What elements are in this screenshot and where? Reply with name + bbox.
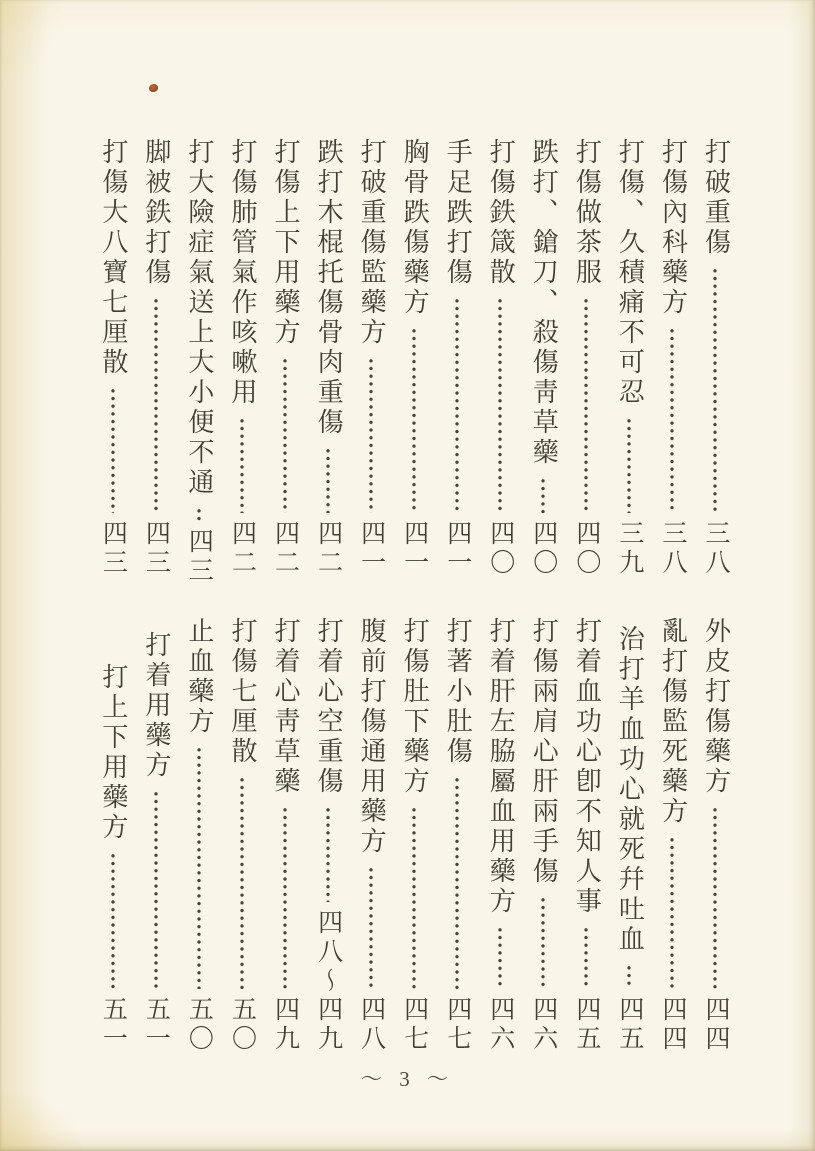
- toc-entry: [134, 617, 177, 1054]
- toc-entry-page-number: 四九: [271, 996, 299, 1054]
- toc-entry: [177, 138, 220, 586]
- toc-entry-page-number: 四五: [572, 996, 600, 1054]
- toc-entry-title: 脚被鉄打傷: [141, 138, 171, 288]
- toc-entry: [307, 617, 350, 1054]
- toc-entry: [651, 617, 694, 1054]
- toc-entry-page-number: 四七: [443, 996, 471, 1054]
- dotted-leader: [325, 447, 331, 513]
- dotted-leader: [454, 297, 460, 513]
- toc-entry: [479, 617, 522, 1054]
- toc-entry-title: 外皮打傷藥方: [701, 617, 731, 797]
- toc-entry-title: 打破重傷: [701, 138, 731, 258]
- toc-entry-page-number: 四四: [658, 996, 686, 1054]
- dotted-leader: [282, 806, 288, 989]
- dotted-leader: [583, 297, 589, 513]
- toc-bottom-section: [91, 617, 737, 1054]
- toc-entry-page-number: 四二: [271, 520, 299, 578]
- toc-entry: [350, 617, 393, 1054]
- toc-entry: [220, 138, 263, 578]
- toc-entry-page-number: 四三: [185, 528, 213, 586]
- dotted-leader: [454, 776, 460, 989]
- toc-entry-page-number: 四八～四九: [314, 909, 342, 1054]
- toc-entry-title: 胸骨跌傷藥方: [400, 138, 430, 318]
- toc-entry-title: 打上下用藥方: [98, 663, 128, 843]
- toc-entry-page-number: 四二: [314, 520, 342, 578]
- toc-entry: [565, 617, 608, 1054]
- toc-entry: [350, 138, 393, 578]
- dotted-leader: [669, 836, 675, 989]
- dotted-leader: [669, 327, 675, 513]
- dotted-leader: [540, 477, 546, 513]
- dotted-leader: [411, 806, 417, 989]
- toc-entry-page-number: 三八: [701, 520, 729, 578]
- toc-entry-page-number: 五一: [99, 996, 127, 1054]
- dotted-leader: [153, 297, 159, 513]
- toc-entry-page-number: 五一: [142, 996, 170, 1054]
- page-number-footer: ～ 3 ～: [361, 1067, 454, 1091]
- toc-entry-title: 打傷、久積痛不可忍: [615, 138, 645, 408]
- toc-entry: [651, 138, 694, 578]
- toc-entry: [91, 138, 134, 578]
- toc-entry: [565, 138, 608, 578]
- dotted-leader: [196, 746, 202, 989]
- toc-entry-title: 打着肝左脇屬血用藥方: [486, 617, 516, 917]
- toc-entry-title: 跌打木棍托傷骨肉重傷: [314, 138, 344, 438]
- toc-entry: [220, 617, 263, 1054]
- toc-entry: [393, 617, 436, 1054]
- toc-entry-page-number: 四〇: [572, 520, 600, 578]
- toc-entry-page-number: 四五: [615, 996, 643, 1054]
- toc-entry-page-number: 四六: [486, 996, 514, 1054]
- toc-entry: [694, 138, 737, 578]
- toc-entry: [177, 617, 220, 1054]
- toc-entry-page-number: 四一: [400, 520, 428, 578]
- toc-entry-page-number: 四四: [701, 996, 729, 1054]
- toc-entry-page-number: 四〇: [529, 520, 557, 578]
- toc-entry-title: 打大險症氣送上大小便不通: [184, 138, 214, 498]
- dotted-leader: [325, 806, 331, 902]
- toc-entry-title: 打傷做茶服: [572, 138, 602, 288]
- dotted-leader: [239, 417, 245, 513]
- dotted-leader: [110, 387, 116, 513]
- toc-entry-page-number: 四一: [443, 520, 471, 578]
- toc-entry-page-number: 三九: [615, 520, 643, 578]
- toc-entry-page-number: 四三: [142, 520, 170, 578]
- toc-entry: [608, 617, 651, 1054]
- dotted-leader: [626, 417, 632, 513]
- dotted-leader: [153, 790, 159, 989]
- toc-entry-title: 打傷肚下藥方: [400, 617, 430, 797]
- dotted-leader: [368, 866, 374, 989]
- dotted-leader: [626, 964, 632, 989]
- toc-entry: [436, 617, 479, 1054]
- toc-entry: [307, 138, 350, 578]
- paper-speck: [149, 84, 158, 92]
- toc-entry-title: 腹前打傷通用藥方: [357, 617, 387, 857]
- toc-entry-page-number: 四八: [357, 996, 385, 1054]
- toc-entry-title: 打著小肚傷: [443, 617, 473, 767]
- toc-entry-title: 打着心靑草藥: [271, 617, 301, 797]
- toc-entry-title: 止血藥方: [184, 617, 214, 737]
- toc-entry-title: 打傷兩肩心肝兩手傷: [529, 617, 559, 887]
- toc-entry-title: 打傷鉄箴散: [486, 138, 516, 288]
- dotted-leader: [712, 267, 718, 513]
- toc-entry-page-number: 四〇: [486, 520, 514, 578]
- dotted-leader: [196, 507, 202, 521]
- toc-entry: [522, 138, 565, 578]
- dotted-leader: [497, 297, 503, 513]
- toc-entry-title: 打着血功心卽不知人事: [572, 617, 602, 917]
- toc-entry: [263, 617, 306, 1054]
- toc-entry: [694, 617, 737, 1054]
- toc-entry: [479, 138, 522, 578]
- toc-entry-title: 打着心空重傷: [314, 617, 344, 797]
- toc-entry-title: 打傷大八寶七厘散: [98, 138, 128, 378]
- toc-entry: [91, 617, 134, 1054]
- dotted-leader: [497, 926, 503, 989]
- dotted-leader: [712, 806, 718, 989]
- toc-entry-title: 打傷內科藥方: [658, 138, 688, 318]
- dotted-leader: [583, 926, 589, 989]
- toc-entry-title: 跌打、鎗刀、殺傷靑草藥: [529, 138, 559, 468]
- toc-entry-title: 治打羊血功心就死幷吐血: [615, 625, 645, 955]
- toc-entry: [263, 138, 306, 578]
- toc-entry-page-number: 四六: [529, 996, 557, 1054]
- dotted-leader: [282, 357, 288, 513]
- toc-entry-page-number: 四七: [400, 996, 428, 1054]
- toc-entry-page-number: 三八: [658, 520, 686, 578]
- toc-entry-title: 手足跌打傷: [443, 138, 473, 288]
- toc-entry-page-number: 四三: [99, 520, 127, 578]
- toc-entry: [522, 617, 565, 1054]
- toc-entry-title: 亂打傷監死藥方: [658, 617, 688, 827]
- dotted-leader: [368, 357, 374, 513]
- toc-entry: [436, 138, 479, 578]
- toc-entry: [134, 138, 177, 578]
- toc-top-section: [91, 138, 737, 586]
- toc-entry-page-number: 五〇: [185, 996, 213, 1054]
- toc-entry-page-number: 四一: [357, 520, 385, 578]
- toc-entry-page-number: 四二: [228, 520, 256, 578]
- dotted-leader: [239, 776, 245, 989]
- dotted-leader: [110, 852, 116, 989]
- toc-entry-page-number: 五〇: [228, 996, 256, 1054]
- toc-entry-title: 打傷肺管氣作咳嗽用: [227, 138, 257, 408]
- toc-entry-title: 打破重傷監藥方: [357, 138, 387, 348]
- toc-entry-title: 打傷七厘散: [227, 617, 257, 767]
- dotted-leader: [540, 896, 546, 989]
- toc-entry: [608, 138, 651, 578]
- toc-entry-title: 打着用藥方: [141, 631, 171, 781]
- dotted-leader: [411, 327, 417, 513]
- toc-entry: [393, 138, 436, 578]
- toc-entry-title: 打傷上下用藥方: [271, 138, 301, 348]
